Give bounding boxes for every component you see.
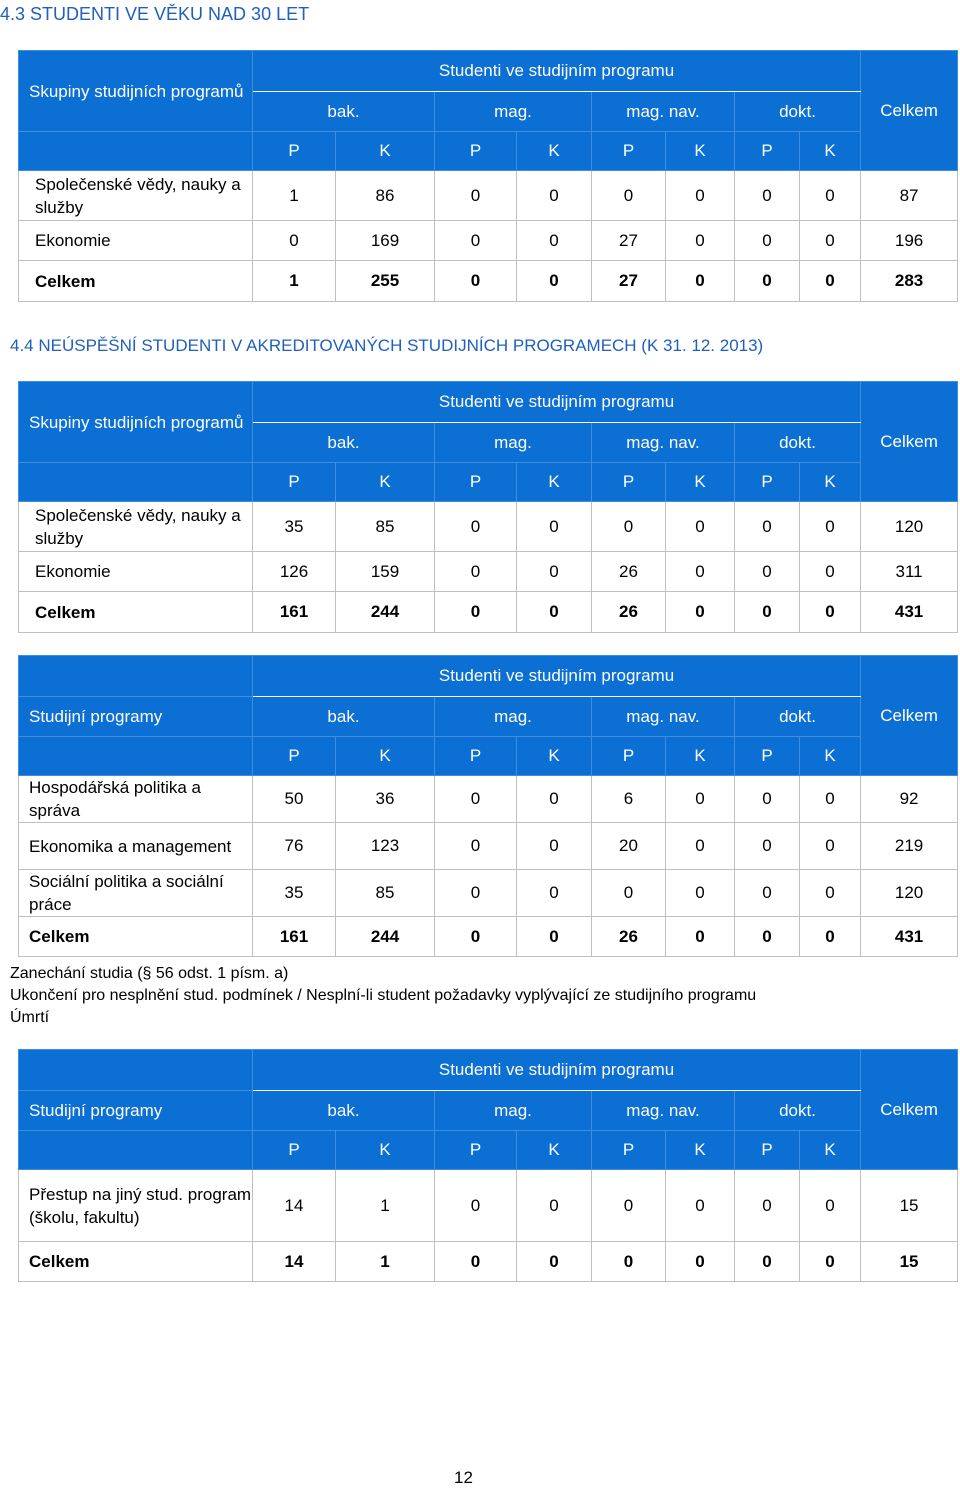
cell: 1 [253, 171, 336, 221]
cell: 36 [336, 776, 435, 823]
header-students-in-program: Studenti ve studijním programu [253, 382, 861, 423]
header-mag: mag. [435, 697, 592, 737]
header-programs: Studijní programy [19, 1091, 253, 1131]
cell: 20 [592, 823, 666, 870]
cell: 0 [592, 171, 666, 221]
cell: 0 [435, 261, 517, 302]
header-p: P [735, 1131, 800, 1170]
cell: 255 [336, 261, 435, 302]
cell: 0 [517, 221, 592, 261]
table-row [19, 502, 958, 552]
row-label: Celkem [19, 917, 253, 957]
header-mag-nav: mag. nav. [592, 1091, 735, 1131]
cell: 0 [735, 823, 800, 870]
header-k: K [800, 132, 861, 171]
row-label: Ekonomika a management [19, 823, 253, 870]
cell: 50 [253, 776, 336, 823]
cell: 0 [800, 592, 861, 633]
header-p: P [435, 1131, 517, 1170]
header-k: K [336, 737, 435, 776]
cell: 244 [336, 592, 435, 633]
cell: 0 [517, 502, 592, 552]
cell: 0 [666, 917, 735, 957]
header-k: K [517, 463, 592, 502]
table-unsuccessful-by-program [18, 655, 958, 957]
cell: 26 [592, 552, 666, 592]
header-blank [19, 656, 253, 697]
table-total-row [19, 592, 958, 633]
header-p: P [592, 463, 666, 502]
cell: 244 [336, 917, 435, 957]
cell: 26 [592, 592, 666, 633]
cell: 0 [735, 552, 800, 592]
header-bak: bak. [253, 697, 435, 737]
header-p: P [253, 132, 336, 171]
cell: 0 [735, 261, 800, 302]
cell: 0 [800, 261, 861, 302]
section-heading-4-3: 4.3 STUDENTI VE VĚKU NAD 30 LET [0, 4, 310, 24]
cell: 0 [666, 823, 735, 870]
cell-total: 92 [861, 776, 958, 823]
cell-total: 283 [861, 261, 958, 302]
cell: 14 [253, 1242, 336, 1282]
table-students-over-30 [18, 50, 958, 302]
cell: 0 [435, 171, 517, 221]
table-row [19, 823, 958, 870]
cell: 0 [800, 221, 861, 261]
cell: 0 [800, 870, 861, 917]
cell: 0 [735, 1242, 800, 1282]
header-program-groups: Skupiny studijních programů [19, 382, 253, 463]
header-k: K [666, 737, 735, 776]
table-row [19, 552, 958, 592]
header-k: K [666, 463, 735, 502]
header-students-in-program: Studenti ve studijním programu [253, 1050, 861, 1091]
cell: 0 [517, 870, 592, 917]
table-total-row [19, 917, 958, 957]
cell: 0 [800, 776, 861, 823]
cell: 0 [800, 552, 861, 592]
cell-total: 311 [861, 552, 958, 592]
cell: 0 [517, 1242, 592, 1282]
cell: 14 [253, 1170, 336, 1242]
cell: 0 [517, 823, 592, 870]
cell: 0 [666, 592, 735, 633]
header-k: K [666, 132, 735, 171]
cell: 0 [517, 171, 592, 221]
cell: 1 [336, 1242, 435, 1282]
cell-total: 120 [861, 502, 958, 552]
cell: 0 [666, 221, 735, 261]
row-label: Přestup na jiný stud. program (školu, fakultu) [19, 1170, 253, 1242]
table-row [19, 1170, 958, 1242]
row-label: Společenské vědy, nauky a služby [19, 171, 253, 221]
header-k: K [666, 1131, 735, 1170]
header-k: K [336, 463, 435, 502]
cell: 0 [735, 776, 800, 823]
cell: 126 [253, 552, 336, 592]
table-row [19, 221, 958, 261]
row-label: Hospodářská politika a správa [19, 776, 253, 823]
header-bak: bak. [253, 92, 435, 132]
header-k: K [800, 737, 861, 776]
cell: 35 [253, 502, 336, 552]
header-blank [19, 463, 253, 502]
table-transfer [18, 1049, 958, 1282]
header-p: P [253, 463, 336, 502]
header-p: P [253, 1131, 336, 1170]
cell-total: 120 [861, 870, 958, 917]
header-mag: mag. [435, 1091, 592, 1131]
cell-total: 196 [861, 221, 958, 261]
header-k: K [517, 737, 592, 776]
cell: 0 [666, 870, 735, 917]
cell: 0 [517, 917, 592, 957]
header-total: Celkem [861, 382, 958, 502]
cell: 0 [253, 221, 336, 261]
header-dokt: dokt. [735, 1091, 861, 1131]
header-k: K [800, 463, 861, 502]
cell: 0 [435, 1170, 517, 1242]
cell-total: 87 [861, 171, 958, 221]
row-label: Společenské vědy, nauky a služby [19, 502, 253, 552]
header-k: K [517, 132, 592, 171]
cell: 0 [800, 1242, 861, 1282]
cell: 0 [435, 776, 517, 823]
cell: 85 [336, 870, 435, 917]
cell: 0 [517, 1170, 592, 1242]
row-label: Sociální politika a sociální práce [19, 870, 253, 917]
header-blank [19, 1050, 253, 1091]
header-blank [19, 132, 253, 171]
header-dokt: dokt. [735, 423, 861, 463]
cell: 0 [435, 917, 517, 957]
header-total: Celkem [861, 51, 958, 171]
header-p: P [435, 463, 517, 502]
header-mag-nav: mag. nav. [592, 697, 735, 737]
cell: 0 [800, 823, 861, 870]
cell: 0 [435, 1242, 517, 1282]
cell: 0 [800, 171, 861, 221]
header-p: P [735, 463, 800, 502]
cell: 0 [735, 502, 800, 552]
cell: 0 [735, 171, 800, 221]
cell: 1 [336, 1170, 435, 1242]
row-label: Ekonomie [19, 221, 253, 261]
header-p: P [253, 737, 336, 776]
cell: 0 [592, 870, 666, 917]
cell: 161 [253, 917, 336, 957]
cell: 0 [592, 1242, 666, 1282]
cell-total: 15 [861, 1242, 958, 1282]
cell: 0 [666, 1170, 735, 1242]
note-line: Zanechání studia (§ 56 odst. 1 písm. a) [10, 965, 289, 982]
cell: 86 [336, 171, 435, 221]
header-mag-nav: mag. nav. [592, 423, 735, 463]
header-total: Celkem [861, 1050, 958, 1170]
cell: 0 [666, 502, 735, 552]
table-total-row [19, 1242, 958, 1282]
row-label: Ekonomie [19, 552, 253, 592]
header-bak: bak. [253, 423, 435, 463]
cell: 35 [253, 870, 336, 917]
cell: 1 [253, 261, 336, 302]
header-dokt: dokt. [735, 92, 861, 132]
cell: 0 [435, 552, 517, 592]
cell: 0 [735, 221, 800, 261]
cell: 0 [800, 502, 861, 552]
cell: 0 [666, 1242, 735, 1282]
table-row [19, 171, 958, 221]
header-mag: mag. [435, 92, 592, 132]
cell: 27 [592, 261, 666, 302]
cell: 0 [435, 502, 517, 552]
cell: 161 [253, 592, 336, 633]
cell: 0 [435, 823, 517, 870]
cell: 0 [435, 870, 517, 917]
notes [10, 963, 756, 1029]
note-line: Úmrtí [10, 1009, 50, 1026]
cell: 0 [666, 552, 735, 592]
header-k: K [800, 1131, 861, 1170]
cell: 0 [517, 592, 592, 633]
header-p: P [592, 737, 666, 776]
header-mag-nav: mag. nav. [592, 92, 735, 132]
cell: 0 [666, 171, 735, 221]
cell-total: 431 [861, 592, 958, 633]
cell-total: 219 [861, 823, 958, 870]
header-p: P [735, 132, 800, 171]
cell: 0 [592, 1170, 666, 1242]
section-heading-4-4: 4.4 NEÚSPĚŠNÍ STUDENTI V AKREDITOVANÝCH STUDIJNÍCH PROGRAMECH (K 31. 12. 2013) [10, 336, 764, 355]
page-number: 12 [454, 1468, 473, 1487]
header-blank [19, 1131, 253, 1170]
cell: 0 [735, 592, 800, 633]
header-k: K [336, 132, 435, 171]
header-p: P [435, 132, 517, 171]
cell: 0 [592, 502, 666, 552]
cell: 0 [666, 261, 735, 302]
cell: 85 [336, 502, 435, 552]
header-p: P [735, 737, 800, 776]
header-p: P [435, 737, 517, 776]
header-students-in-program: Studenti ve studijním programu [253, 656, 861, 697]
cell: 0 [666, 776, 735, 823]
cell: 0 [517, 261, 592, 302]
header-program-groups: Skupiny studijních programů [19, 51, 253, 132]
header-p: P [592, 132, 666, 171]
cell: 0 [800, 1170, 861, 1242]
cell: 0 [735, 917, 800, 957]
cell-total: 431 [861, 917, 958, 957]
header-dokt: dokt. [735, 697, 861, 737]
cell: 169 [336, 221, 435, 261]
row-label: Celkem [19, 1242, 253, 1282]
cell-total: 15 [861, 1170, 958, 1242]
cell: 6 [592, 776, 666, 823]
header-bak: bak. [253, 1091, 435, 1131]
header-programs: Studijní programy [19, 697, 253, 737]
row-label: Celkem [19, 592, 253, 633]
cell: 76 [253, 823, 336, 870]
cell: 0 [800, 917, 861, 957]
table-row [19, 776, 958, 823]
header-students-in-program: Studenti ve studijním programu [253, 51, 861, 92]
cell: 0 [735, 870, 800, 917]
cell: 26 [592, 917, 666, 957]
cell: 0 [435, 221, 517, 261]
cell: 0 [735, 1170, 800, 1242]
note-line: Ukončení pro nesplnění stud. podmínek / Nesplní-li student požadavky vyplývající ze studijního programu [10, 987, 757, 1004]
header-k: K [336, 1131, 435, 1170]
header-blank [19, 737, 253, 776]
cell: 0 [517, 776, 592, 823]
cell: 0 [517, 552, 592, 592]
cell: 27 [592, 221, 666, 261]
table-row [19, 870, 958, 917]
cell: 0 [435, 592, 517, 633]
header-p: P [592, 1131, 666, 1170]
header-k: K [517, 1131, 592, 1170]
table-unsuccessful-by-group [18, 381, 958, 633]
table-total-row [19, 261, 958, 302]
cell: 123 [336, 823, 435, 870]
row-label: Celkem [19, 261, 253, 302]
header-mag: mag. [435, 423, 592, 463]
cell: 159 [336, 552, 435, 592]
header-total: Celkem [861, 656, 958, 776]
